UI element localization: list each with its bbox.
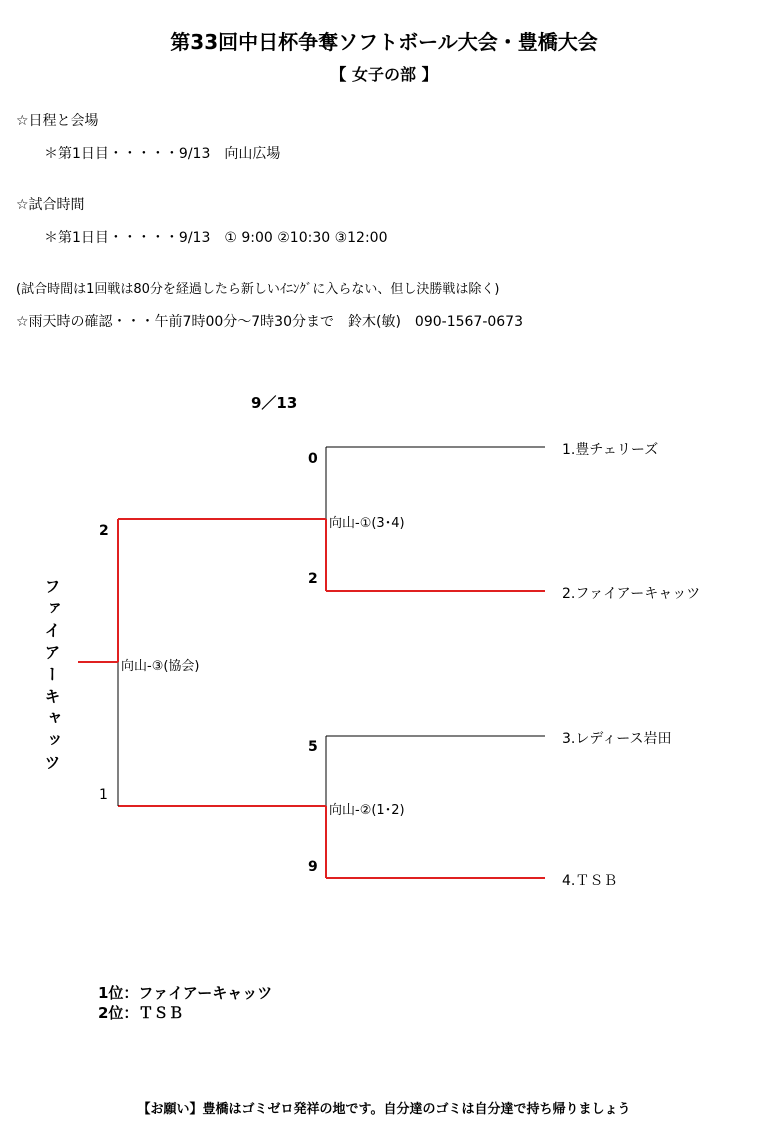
result-second: 2位：ＴＳＢ xyxy=(98,1004,184,1022)
footer-request: 【お願い】豊橋はゴミゼロ発祥の地です。自分達のゴミは自分達で持ち帰りましょう xyxy=(137,1102,631,1117)
section-subtitle: 【 女子の部 】 xyxy=(330,65,438,84)
game2-label: 向山-②(1･2) xyxy=(329,803,405,818)
time-line: ＊第1日目・・・・・9/13 ① 9:00 ②10:30 ③12:00 xyxy=(44,230,388,246)
game3-label: 向山-③(協会) xyxy=(121,659,200,674)
score-team1: 0 xyxy=(308,451,318,467)
champion-name: ファイアーキャッツ xyxy=(42,578,61,776)
match-date: 9／13 xyxy=(251,394,298,412)
team-4: 4.ＴＳＢ xyxy=(562,873,618,889)
result-first: 1位：ファイアーキャッツ xyxy=(98,984,273,1002)
score-final-top: 2 xyxy=(99,523,109,539)
score-team3: 5 xyxy=(308,739,318,755)
schedule-line: ＊第1日目・・・・・9/13 向山広場 xyxy=(44,146,281,162)
team-3: 3.レディース岩田 xyxy=(562,731,672,747)
time-heading: ☆試合時間 xyxy=(16,197,85,213)
score-team2: 2 xyxy=(308,571,318,587)
team-2: 2.ファイアーキャッツ xyxy=(562,586,701,602)
time-note: (試合時間は1回戦は80分を経過したら新しいｲﾆﾝｸﾞに入らない、但し決勝戦は除く) xyxy=(16,282,500,297)
rain-contact: ☆雨天時の確認・・・午前7時00分～7時30分まで 鈴木(敏) 090-1567-0673 xyxy=(16,314,523,330)
page-title: 第33回中日杯争奪ソフトボール大会・豊橋大会 xyxy=(170,30,598,54)
score-team4: 9 xyxy=(308,859,318,875)
team-1: 1.豊チェリーズ xyxy=(562,442,659,458)
schedule-heading: ☆日程と会場 xyxy=(16,113,99,129)
game1-label: 向山-①(3･4) xyxy=(329,516,405,531)
score-final-bottom: 1 xyxy=(99,787,108,803)
